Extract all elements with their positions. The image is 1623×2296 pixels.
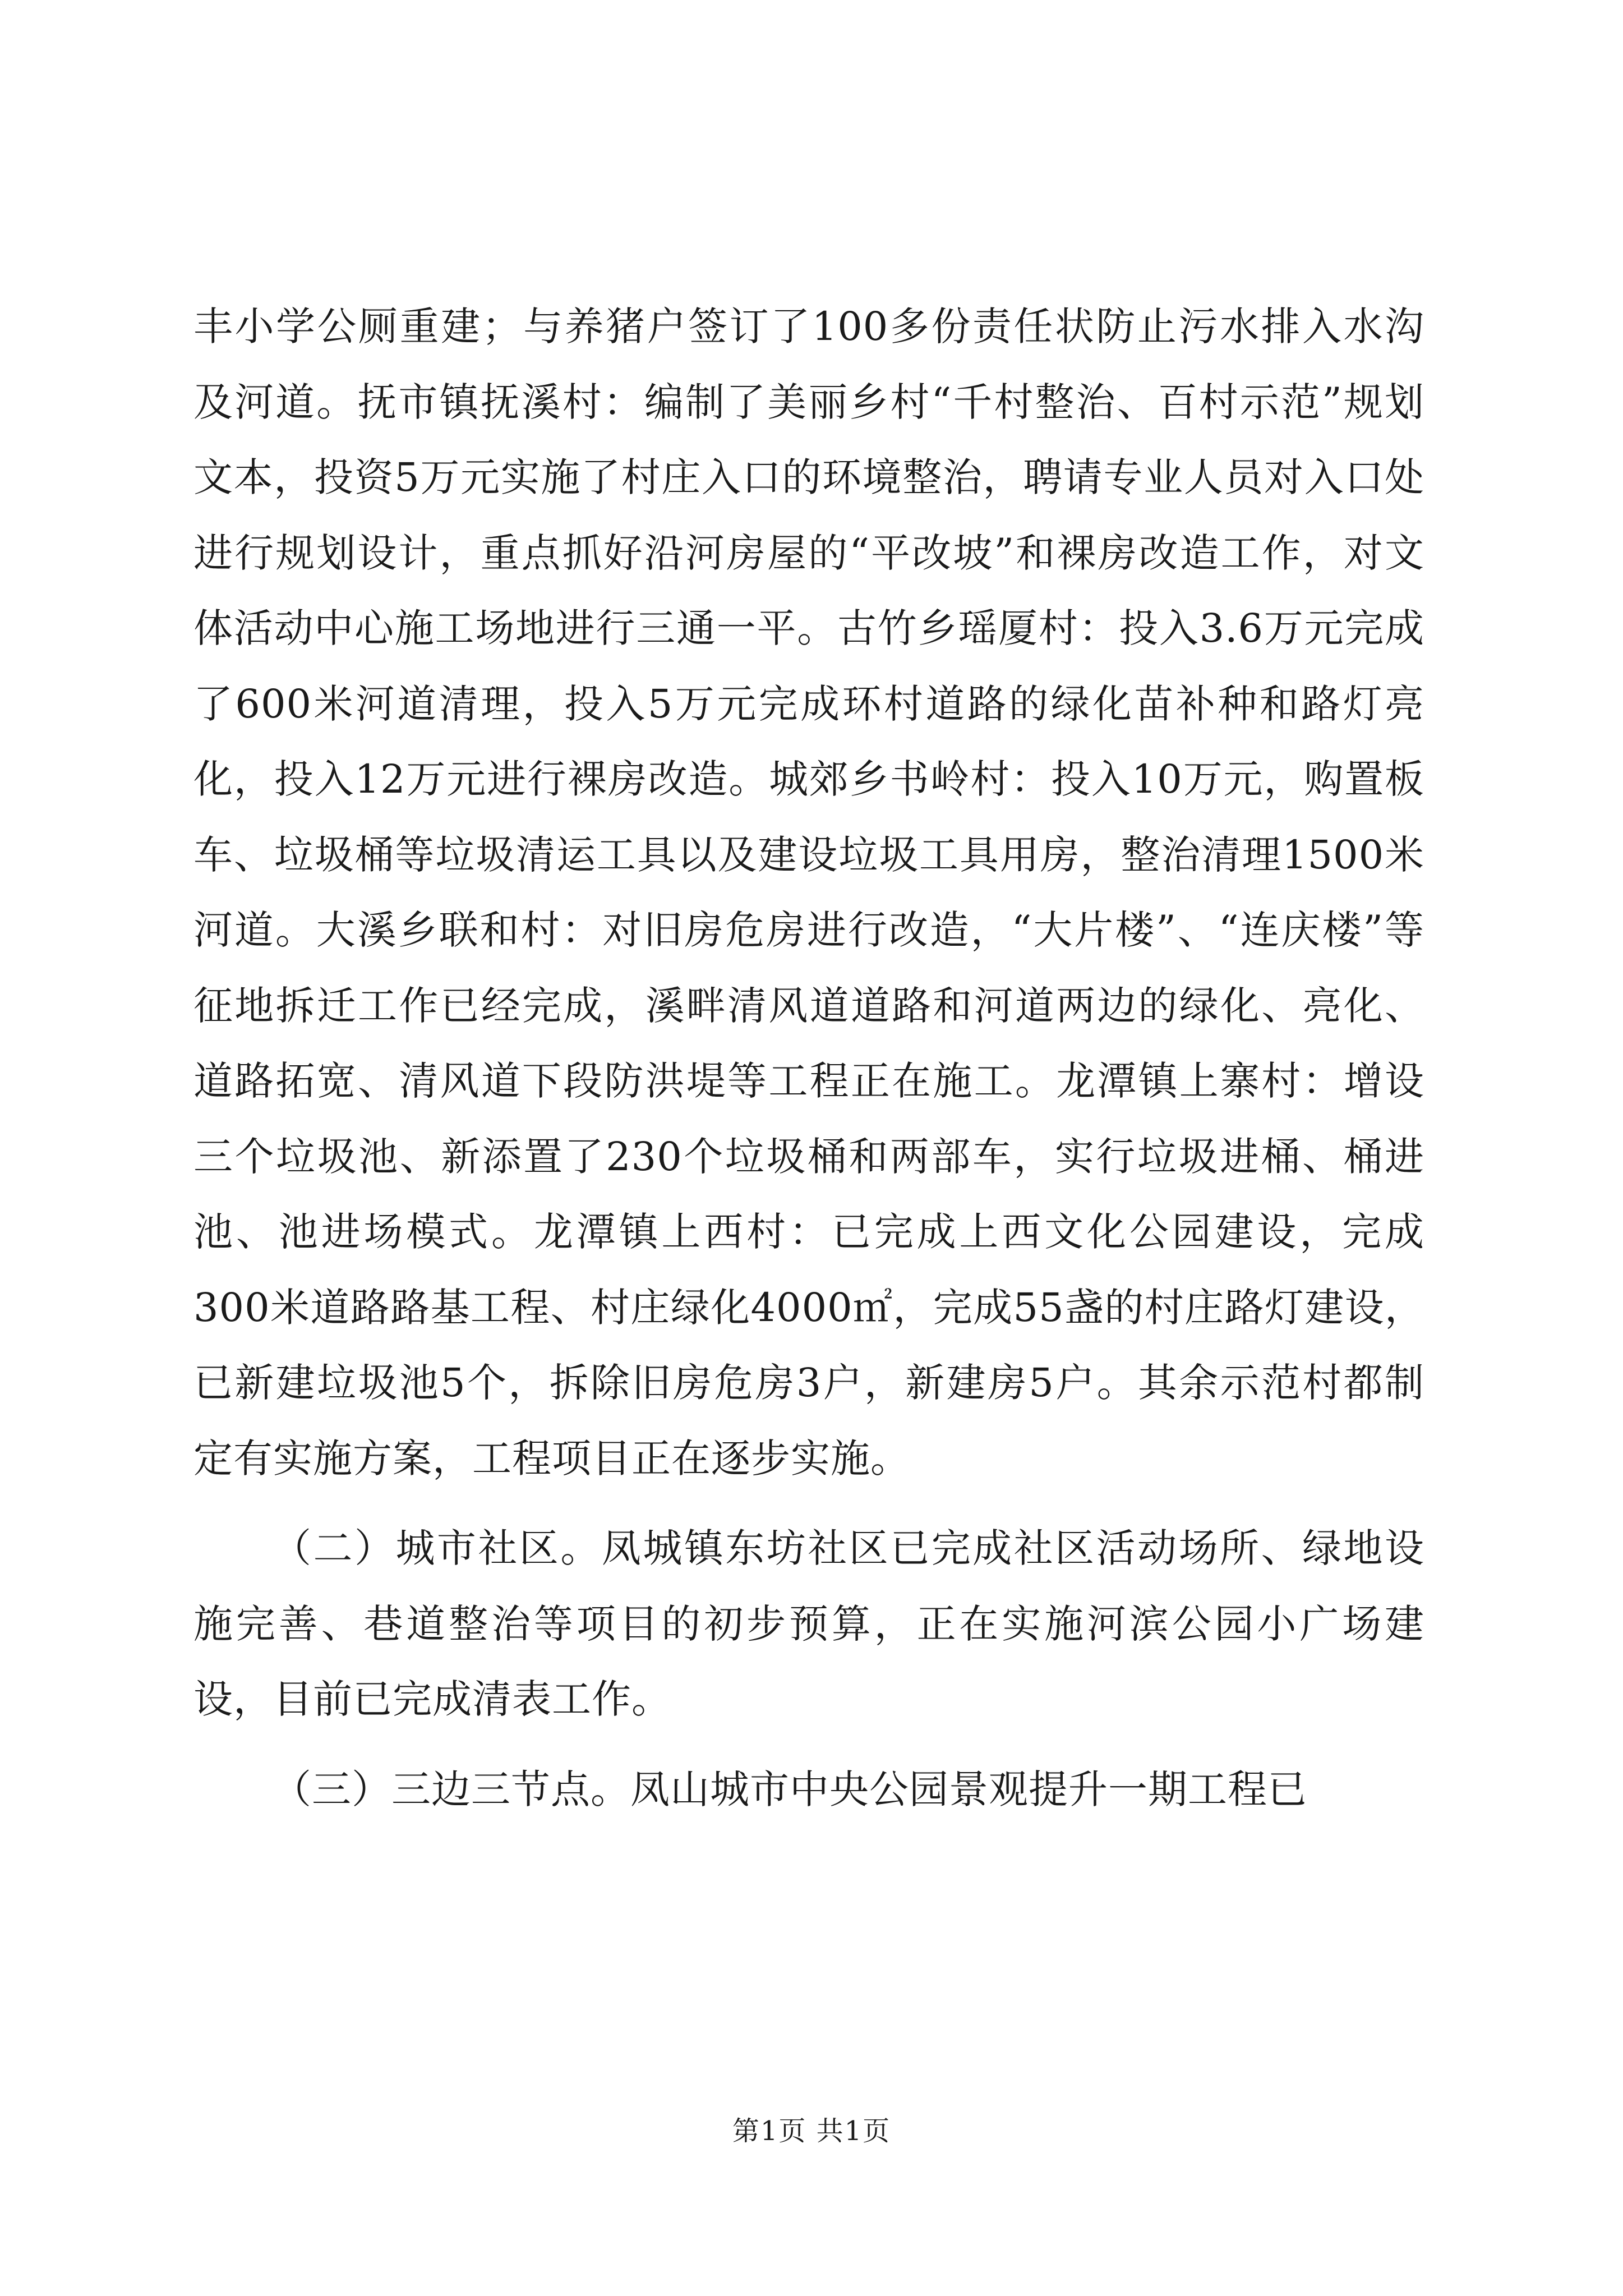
paragraph-urban-community: （二）城市社区。凤城镇东坊社区已完成社区活动场所、绿地设施完善、巷道整治等项目的初步预算，正在实施河滨公园小广场建设，目前已完成清表工作。 bbox=[193, 1525, 1424, 1722]
paragraph-three-sides-nodes: （三）三边三节点。凤山城市中央公园景观提升一期工程已 bbox=[272, 1766, 1307, 1812]
page-footer: 第1页 共1页 bbox=[732, 2115, 891, 2147]
paragraph-village-projects: 丰小学公厕重建；与养猪户签订了100多份责任状防止污水排入水沟及河道。抚市镇抚溪村：编制了美丽乡村“千村整治、百村示范”规划文本，投资5万元实施了村庄入口的环境整治，聘请专业人员对入口处进行规划设计，重点抓好沿河房屋的“平改坡”和裸房改造工作，对文体活动中心施工场地进行三通一平。古竹乡瑶厦村：投入3.6万元完成了600米河道清理，投入5万元完成环村道路的绿化苗补种和路灯亮化，投入12万元进行裸房改造。城郊乡书岭村：投入10万元，购置板车、垃圾桶等垃圾清运工具以及建设垃圾工具用房，整治清理1500米河道。大溪乡联和村：对旧房危房进行改造，“大片楼”、“连庆楼”等征地拆迁工作已经完成，溪畔清风道道路和河道两边的绿化、亮化、道路拓宽、清风道下段防洪堤等工程正在施工。龙潭镇上寨村：增设三个垃圾池、新添置了230个垃圾桶和两部车，实行垃圾进桶、桶进池、池进场模式。龙潭镇上西村：已完成上西文化公园建设，完成300米道路路基工程、村庄绿化4000㎡，完成55盏的村庄路灯建设，已新建垃圾池5个，拆除旧房危房3户，新建房5户。其余示范村都制定有实施方案，工程项目正在逐步实施。 bbox=[193, 303, 1424, 1481]
document-body bbox=[193, 289, 1424, 1827]
